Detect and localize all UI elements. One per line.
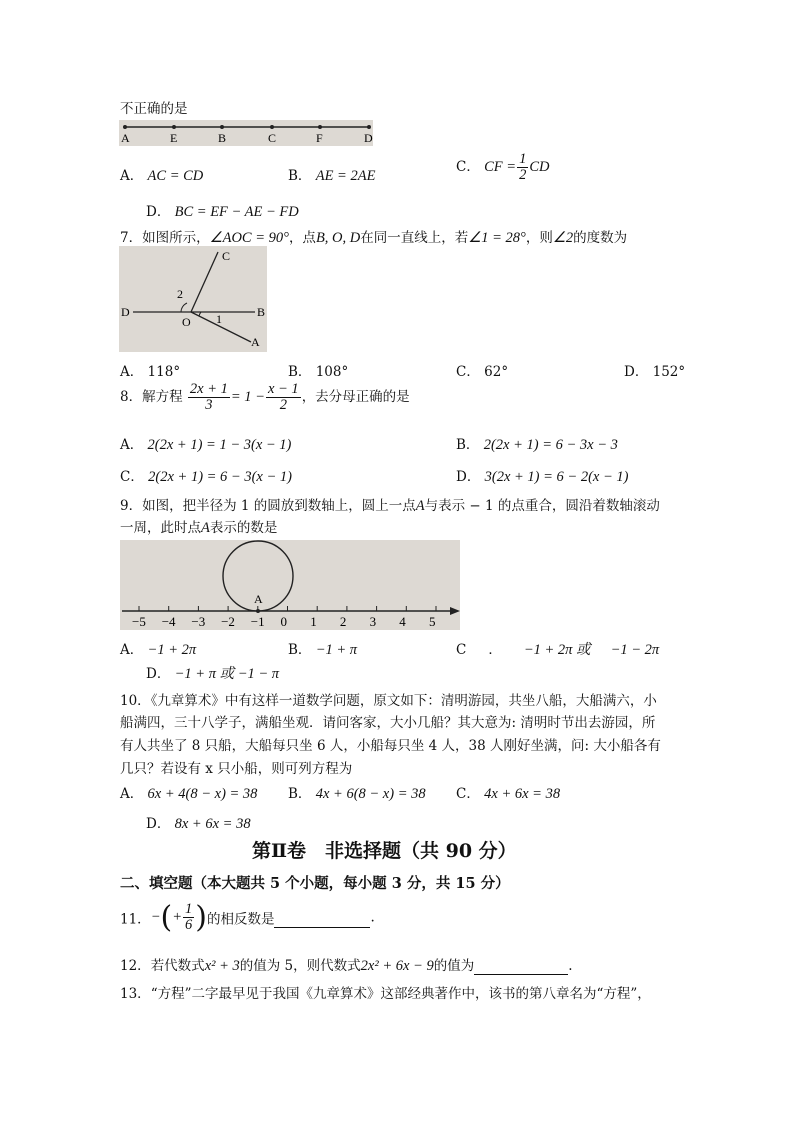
q10-line-2: 船满四，三十八学子，满船坐观．请问客家，大小几船？其大意为: 清明时节出去游园，所: [120, 715, 656, 731]
label-O: O: [182, 315, 191, 329]
q9-option-a[interactable]: A． −1 + 2π: [120, 642, 197, 658]
q11-stem: 11．−(+ $\frac{1}{6}$ )的相反数是 .: [120, 899, 375, 935]
axis-tick-label: −4: [161, 614, 176, 629]
q7-stem: 7．如图所示，∠AOC = 90°，点B, O, D在同一直线上，若∠1 = 28°，则∠2的度数为: [120, 230, 628, 246]
axis-point-A: A: [254, 592, 263, 606]
q9-option-c[interactable]: C ． −1 + 2π 或 −1 − 2π: [456, 642, 660, 658]
q6-option-a[interactable]: A． AC = CD: [120, 168, 204, 184]
axis-tick-label: 3: [369, 614, 377, 629]
axis-tick-label: −1: [250, 614, 265, 629]
q6-option-b[interactable]: B． AE = 2AE: [288, 168, 376, 184]
axis-tick-label: −2: [221, 614, 235, 629]
axis-tick-label: 1: [310, 614, 317, 629]
q10-line-1: 10．《九章算术》中有这样一道数学问题，原文如下：清明游园，共坐八船，大船满六，小: [120, 693, 657, 709]
section-subtitle: 二、填空题（本大题共 5 个小题，每小题 3 分，共 15 分）: [120, 875, 510, 892]
seg-point-F: F: [316, 131, 323, 145]
q8-option-b[interactable]: B． 2(2x + 1) = 6 − 3x − 3: [456, 437, 618, 453]
q9-option-d[interactable]: D． −1 + π 或 −1 − π: [146, 666, 280, 682]
axis-tick-label: 5: [429, 614, 436, 629]
q10-option-c[interactable]: C． 4x + 6x = 38: [456, 786, 561, 802]
seg-point-A: A: [121, 131, 130, 145]
q13-stem: 13．“方程”二字最早见于我国《九章算术》这部经典著作中，该书的第八章名为“方程”，: [120, 986, 651, 1002]
seg-point-C: C: [268, 131, 277, 145]
seg-point-E: E: [170, 131, 178, 145]
q7-option-a[interactable]: A． 118°: [120, 364, 181, 380]
label-angle-1: 1: [216, 312, 222, 326]
axis-tick-label: 0: [280, 614, 287, 629]
seg-point-D: D: [364, 131, 373, 145]
q9-stem-line2: 一周，此时点A表示的数是: [120, 520, 278, 536]
q8-option-d[interactable]: D． 3(2x + 1) = 6 − 2(x − 1): [456, 469, 629, 485]
label-C: C: [222, 249, 231, 263]
q12-stem: 12．若代数式x² + 3的值为 5，则代数式2x² + 6x − 9的值为 .: [120, 958, 573, 974]
q6-stem-tail: 不正确的是: [120, 101, 188, 117]
q11-answer-blank[interactable]: [274, 907, 370, 928]
axis-tick-label: −3: [191, 614, 206, 629]
label-B: B: [257, 305, 266, 319]
q12-answer-blank[interactable]: [474, 958, 568, 975]
q6-option-d[interactable]: D． BC = EF − AE − FD: [146, 204, 299, 220]
q9-number-line-figure: [120, 540, 460, 630]
q7-angle-figure: [119, 246, 267, 352]
q9-option-b[interactable]: B． −1 + π: [288, 642, 358, 658]
label-D: D: [121, 305, 130, 319]
q7-option-b[interactable]: B． 108°: [288, 364, 349, 380]
q10-line-3: 有人共坐了 8 只船，大船每只坐 6 人，小船每只坐 4 人，38 人刚好坐满，问: 大小船各有: [120, 738, 661, 754]
axis-tick-label: 2: [339, 614, 347, 629]
q7-option-d[interactable]: D． 152°: [624, 364, 686, 380]
seg-point-B: B: [218, 131, 227, 145]
q8-option-c[interactable]: C． 2(2x + 1) = 6 − 3(x − 1): [120, 469, 292, 485]
q8-option-a[interactable]: A． 2(2x + 1) = 1 − 3(x − 1): [120, 437, 292, 453]
q10-option-d[interactable]: D． 8x + 6x = 38: [146, 816, 251, 832]
label-A: A: [251, 335, 260, 349]
axis-tick-label: 4: [399, 614, 406, 629]
q6-option-c[interactable]: C． CF = $\frac{1}{2}$ CD: [456, 151, 550, 183]
section-title: 第Ⅱ卷 非选择题（共 90 分）: [252, 840, 517, 862]
axis-tick-label: −5: [132, 614, 146, 629]
q10-option-b[interactable]: B． 4x + 6(8 − x) = 38: [288, 786, 426, 802]
q8-stem: 8．解方程 $\frac{2x + 1}{3}$ = 1 − $\frac{x - 1}{2}$ ，去分母正确的是: [120, 381, 410, 413]
q9-stem-line1: 9．如图，把半径为 1 的圆放到数轴上，圆上一点A与表示 − 1 的点重合，圆沿着数轴滚动: [120, 498, 660, 514]
q10-line-4: 几只？若设有 x 只小船，则可列方程为: [120, 761, 353, 777]
q7-option-c[interactable]: C． 62°: [456, 364, 509, 380]
q10-option-a[interactable]: A． 6x + 4(8 − x) = 38: [120, 786, 258, 802]
label-angle-2: 2: [177, 287, 183, 301]
q6-segment-figure: [119, 120, 373, 146]
